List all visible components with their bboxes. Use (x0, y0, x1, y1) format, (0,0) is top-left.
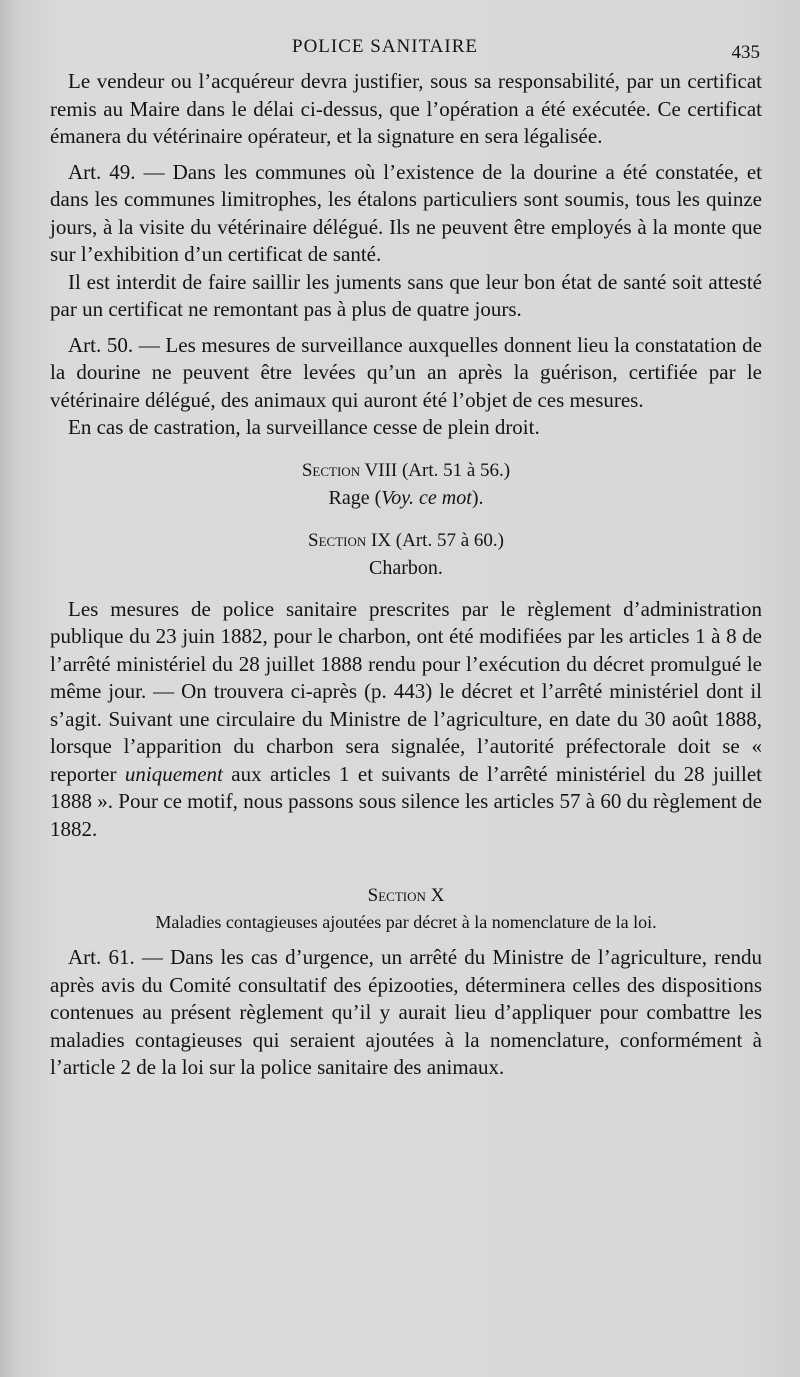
paragraph-article-49: Art. 49. — Dans les communes où l’existence de la dourine a été constatée, et dans les communes limitrophes, les étalons particuliers sont soumis, tous les quinze jours, à la visite du vétérinaire délégué. Ils ne peuvent être employés à la monte que sur l’exhibition d’un certificat de santé. (50, 159, 762, 266)
paragraph-castration: En cas de castration, la surveillance cesse de plein droit. (68, 415, 540, 439)
section-9-title: Charbon. (369, 556, 443, 579)
section-9-heading (50, 528, 762, 554)
section-8-label: Section (301, 459, 361, 481)
paragraph-certificate: Le vendeur ou l’acquéreur devra justifier, sous sa responsabilité, par un certificat remis au Maire dans le délai ci-dessus, que l’opération a été exécutée. Ce certificat émanera du vétérinaire opérateur, et la signature en sera légalisée. (50, 69, 762, 148)
paragraph-charbon (50, 596, 762, 844)
page-header (60, 34, 760, 64)
charbon-text-b: aux articles 1 et suivants de l’arrêté ministériel du 28 juillet 1888 ». Pour ce motif, nous passons sous silence les articles 57 à 60 du règlement de 1882. (50, 761, 762, 841)
section-9-label: Section (308, 529, 367, 551)
charbon-text-a: Les mesures de police sanitaire prescrites par le règlement d’administration publique du 23 juin 1882, pour le charbon, ont été modifiées par les articles 1 à 8 de l’arrêté ministériel du 28 juillet 1888 rendu pour l’exécution du décret promulgué le même jour. — On trouvera ci-après (p. 443) le décret et l’arrêté ministériel dont il s’agit. Suivant une circulaire du Ministre de l’agriculture, en date du 30 août 1888, lorsque l’apparition du charbon sera signalée, l’autorité préfectorale doit se « reporter (50, 596, 762, 786)
section-9-ref: IX (Art. 57 à 60.) (371, 529, 504, 551)
page-number: 435 (731, 42, 760, 63)
page-body (50, 68, 762, 1082)
running-title: POLICE SANITAIRE (292, 36, 478, 57)
paragraph-article-50: Art. 50. — Les mesures de surveillance auxquelles donnent lieu la constatation de la dourine ne peuvent être levées qu’un an après la guérison, certifiée par le vétérinaire délégué, des animaux qui auront été l’objet de ces mesures. (50, 332, 762, 412)
paragraph-article-49-continued: Il est interdit de faire saillir les juments sans que leur bon état de santé soit attesté par un certificat ne remontant pas à plus de quatre jours. (50, 269, 762, 321)
section-8-ref: VIII (Art. 51 à 56.) (364, 459, 511, 481)
paragraph-article-61: Art. 61. — Dans les cas d’urgence, un arrêté du Ministre de l’agriculture, rendu après avis du Comité consultatif des épizooties, déterminera celles des dispositions contenues au présent règlement qu’il y aurait lieu d’appliquer pour combattre les maladies contagieuses qui seraient ajoutées à la nomenclature, conformément à l’article 2 de la loi sur la police sanitaire des animaux. (50, 945, 762, 1079)
section-8-title (50, 484, 762, 512)
section-8-heading (50, 458, 762, 484)
section-10-title: Maladies contagieuses ajoutées par décret à la nomenclature de la loi. (155, 912, 657, 932)
section-10-heading: Section X (367, 885, 445, 906)
section-8-title-end: ). (471, 486, 484, 509)
section-8-title-italic: Voy. ce mot (381, 486, 472, 509)
charbon-text-italic: uniquement (124, 761, 223, 786)
section-8-title-main: Rage ( (328, 486, 382, 509)
